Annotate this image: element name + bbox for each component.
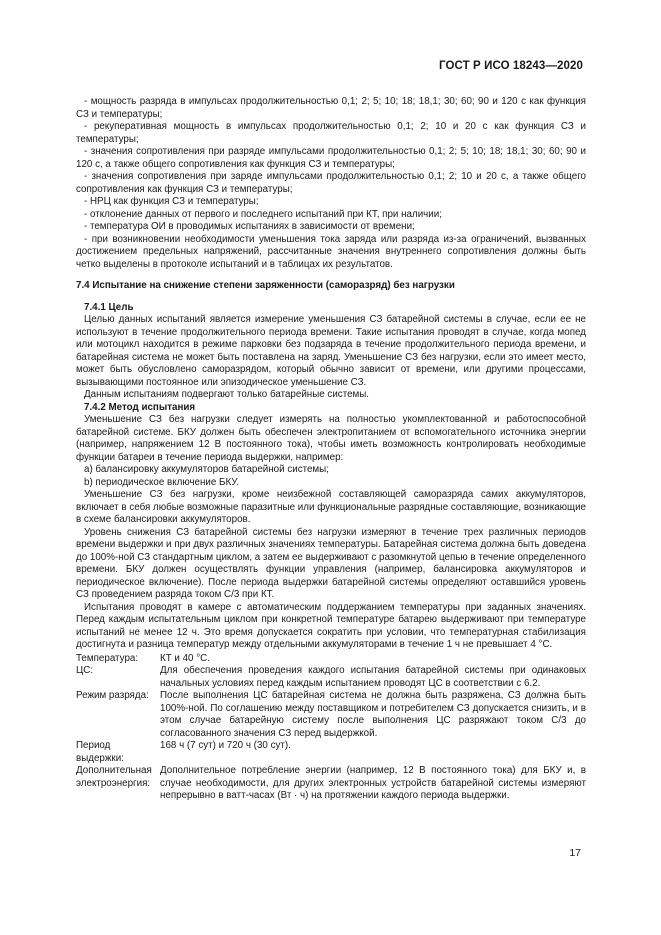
list-item: - НРЦ как функция СЗ и температуры;: [84, 196, 259, 207]
param-value: Дополнительное потребление энергии (например, 12 В постоянного тока) для БКУ и, в случае необходимости, для других электронных устройств батарейной системы измеряют непрерывно в ватт-часах (Вт · ч) на протяжении каждого периода выдержки.: [160, 765, 586, 801]
page-content: [76, 96, 586, 803]
param-value: После выполнения ЦС батарейная система не должна быть разряжена, СЗ должна быть 100%-ной. По соглашению между поставщиком и потребителем СЗ допускается снизить, и в этом случае батарейную систему после выполнения ЦС разряжают током С/3 до согласованного значения СЗ перед выдержкой.: [160, 690, 586, 739]
list-item: - при возникновении необходимости уменьшения тока заряда или разряда из-за ограничений, вызванных достижением предельных напряжений, рассчитанные значения внутреннего сопротивления должны быть четко выделены в протоколе испытаний и в таблицах их результатов.: [76, 233, 586, 270]
param-value: 168 ч (7 сут) и 720 ч (30 сут).: [160, 740, 291, 751]
table-row: [76, 690, 586, 740]
subsection-heading-7-4-2: 7.4.2 Метод испытания: [84, 401, 196, 413]
list-item: a) балансировку аккумуляторов батарейной системы;: [84, 464, 329, 475]
paragraph: Уменьшение СЗ без нагрузки, кроме неизбежной составляющей саморазряда самих аккумуляторов, включает в себя любые возможные паразитные или функциональные разрядные составляющие, возникающие в схеме балансировки аккумуляторов.: [76, 489, 586, 525]
param-key: Период выдержки:: [76, 740, 124, 764]
table-row: [76, 740, 586, 765]
test-parameters-table: [76, 653, 586, 803]
paragraph: Уровень снижения СЗ батарейной системы без нагрузки измеряют в течение трех различных периодов времени выдержки и при двух различных значениях температуры. Батарейная система должна быть доведена до 100%-ной СЗ стандартным циклом, а затем ее выдерживают с разомкнутой цепью в течение определенного времени. БКУ должен осуществлять функции управления (например, балансировка аккумуляторов и периодическое включение). После периода выдержки батарейной системы определяют оставшийся уровень СЗ проведением разряда током С/3 при КТ.: [76, 526, 586, 600]
table-row: [76, 765, 586, 803]
param-key: Режим разряда:: [76, 690, 149, 701]
list-item: - отклонение данных от первого и последнего испытаний при КТ, при наличии;: [84, 208, 442, 220]
param-value: КТ и 40 °С.: [160, 652, 210, 664]
list-item: - значения сопротивления при заряде импульсами продолжительностью 0,1; 2; 10 и 20 с, а также общего сопротивления как функция СЗ и температуры;: [76, 171, 586, 195]
param-key: Температура:: [76, 652, 139, 664]
param-key: Дополнительная электроэнергия:: [76, 765, 152, 789]
param-key: ЦС:: [76, 665, 94, 676]
page-number: 17: [569, 847, 581, 859]
table-row: [76, 665, 586, 690]
section-heading-7-4: 7.4 Испытание на снижение степени заряженности (саморазряд) без нагрузки: [76, 280, 455, 291]
list-item: - температура ОИ в проводимых испытаниях в зависимости от времени;: [84, 221, 415, 232]
paragraph: Целью данных испытаний является измерение уменьшения СЗ батарейной системы в случае, если ее не используют в течение продолжительного периода времени. Такие испытания проводят в случае, когда мопед или мотоцикл находится в режиме парковки без подзаряда в течение продолжительного периода времени, и батарейная система не может быть поставлена на заряд. Уменьшение СЗ без нагрузки, если это имеет место, может быть обусловлено саморазрядом, который обычно зависит от времени, или другими процессами, вызывающими постоянное или эпизодическое уменьшение СЗ.: [76, 314, 586, 388]
paragraph: Испытания проводят в камере с автоматическим поддержанием температуры при заданных значениях. Перед каждым испытательным циклом при конкретной температуре батарею выдерживают при температуре испытаний не менее 12 ч. Это время допускается сократить при условии, что температурная стабилизация достигнута и разница температур между отдельными аккумуляторами в течение 1 ч не превышает 4 °С.: [76, 601, 586, 650]
subsection-heading-7-4-1: 7.4.1 Цель: [84, 301, 134, 313]
table-row: [76, 653, 586, 666]
list-item: b) периодическое включение БКУ.: [84, 476, 239, 488]
paragraph: Уменьшение СЗ без нагрузки следует измерять на полностью укомплектованной и работоспособной батарейной системе. БКУ должен быть обеспечен электропитанием от вспомогательного источника энергии (например, напряжением 12 В постоянного тока), чтобы иметь возможность контролировать необходимые функции батареи в течение периода выдержки, например:: [76, 414, 586, 463]
param-value: Для обеспечения проведения каждого испытания батарейной системы при одинаковых начальных условиях перед каждым испытанием проводят ЦС в соответствии с 6.2.: [160, 665, 586, 689]
list-item: - мощность разряда в импульсах продолжительностью 0,1; 2; 5; 10; 18; 18,1; 30; 60; 90 и 120 с как функция СЗ и температуры;: [76, 96, 586, 120]
paragraph: Данным испытаниям подвергают только батарейные системы.: [84, 389, 370, 400]
list-item: - значения сопротивления при разряде импульсами продолжительностью 0,1; 2; 5; 10; 18; 18,1; 30; 60; 90 и 120 с, а также общего сопротивления как функция СЗ и температуры;: [76, 146, 586, 170]
document-header-id: ГОСТ Р ИСО 18243—2020: [438, 60, 583, 72]
list-item: - рекуперативная мощность в импульсах продолжительностью 0,1; 2; 10 и 20 с как функция СЗ и температуры;: [76, 121, 586, 145]
